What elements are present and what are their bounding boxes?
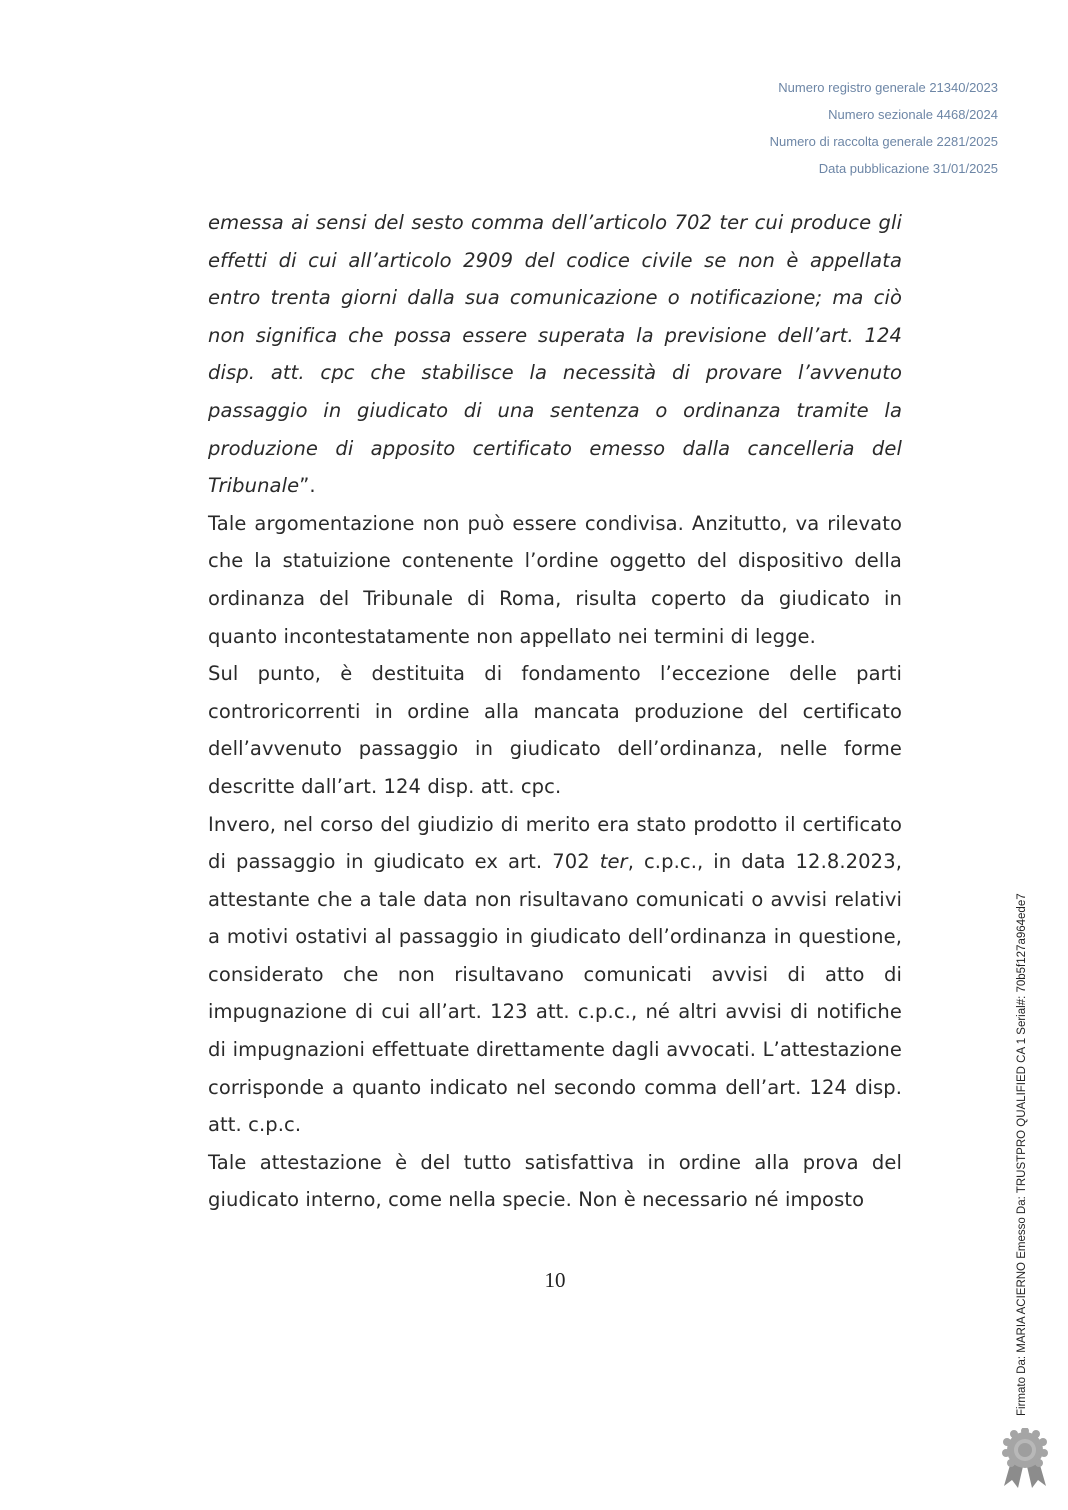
- document-body: [208, 204, 902, 1219]
- quote-close: ”.: [299, 474, 316, 498]
- data-pubblicazione: Data pubblicazione 31/01/2025: [818, 161, 998, 176]
- page-number: 10: [544, 1268, 566, 1292]
- raccolta-generale: Numero di raccolta generale 2281/2025: [769, 134, 998, 149]
- certificato-text-end: , c.p.c., in data 12.8.2023, attestante che a tale data non risultavano comunicati o avvisi relativi a motivi ostativi al passaggio in giudicato dell’ordinanza in questione, considerato che non risultavano comunicati avvisi di atto di impugnazione di cui all’art. 123 att. c.p.c., né altri avvisi di notifiche di impugnazioni effettuate direttamente dagli avvocati. L’attestazione corrisponde a quanto indicato nel secondo comma dell’art. 124 disp. att. c.p.c.: [208, 850, 902, 1137]
- quoted-text: emessa ai sensi del sesto comma dell’articolo 702 ter cui produce gli effetti di cui all’articolo 2909 del codice civile se non è appellata entro trenta giorni dalla sua comunicazione o notificazione; ma ciò non significa che possa essere superata la previsione dell’art. 124 disp. att. cpc che stabilisce la necessità di provare l’avvenuto passaggio in giudicato di una sentenza o ordinanza tramite la produzione di apposito certificato emesso dalla cancelleria del Tribunale: [208, 211, 902, 498]
- rosette-seal-icon: [998, 1428, 1052, 1490]
- registry-header: [770, 74, 998, 182]
- paragraph-quote: [208, 204, 902, 505]
- digital-signature: Firmato Da: MARIA ACIERNO Emesso Da: TRUSTPRO QUALIFIED CA 1 Serial#: 70b5f127a964ede7: [1016, 893, 1028, 1416]
- certificato-text-start: Invero, nel corso del giudizio di merito era stato prodotto il certificato di passaggio in giudicato ex art. 702: [208, 812, 902, 874]
- paragraph-certificato: [208, 806, 902, 1144]
- paragraph-argument: Tale argomentazione non può essere condivisa. Anzitutto, va rilevato che la statuizione contenente l’ordine oggetto del dispositivo della ordinanza del Tribunale di Roma, risulta coperto da giudicato in quanto incontestatamente non appellato nei termini di legge.: [208, 511, 902, 648]
- registro-generale: Numero registro generale 21340/2023: [778, 80, 998, 95]
- numero-sezionale: Numero sezionale 4468/2024: [828, 107, 998, 122]
- certificato-text-italic: ter: [599, 850, 628, 874]
- paragraph-attestazione: Tale attestazione è del tutto satisfattiva in ordine alla prova del giudicato interno, come nella specie. Non è necessario né imposto: [208, 1150, 902, 1212]
- paragraph-eccezione: Sul punto, è destituita di fondamento l’eccezione delle parti controricorrenti in ordine alla mancata produzione del certificato dell’avvenuto passaggio in giudicato dell’ordinanza, nelle forme descritte dall’art. 124 disp. att. cpc.: [208, 662, 902, 798]
